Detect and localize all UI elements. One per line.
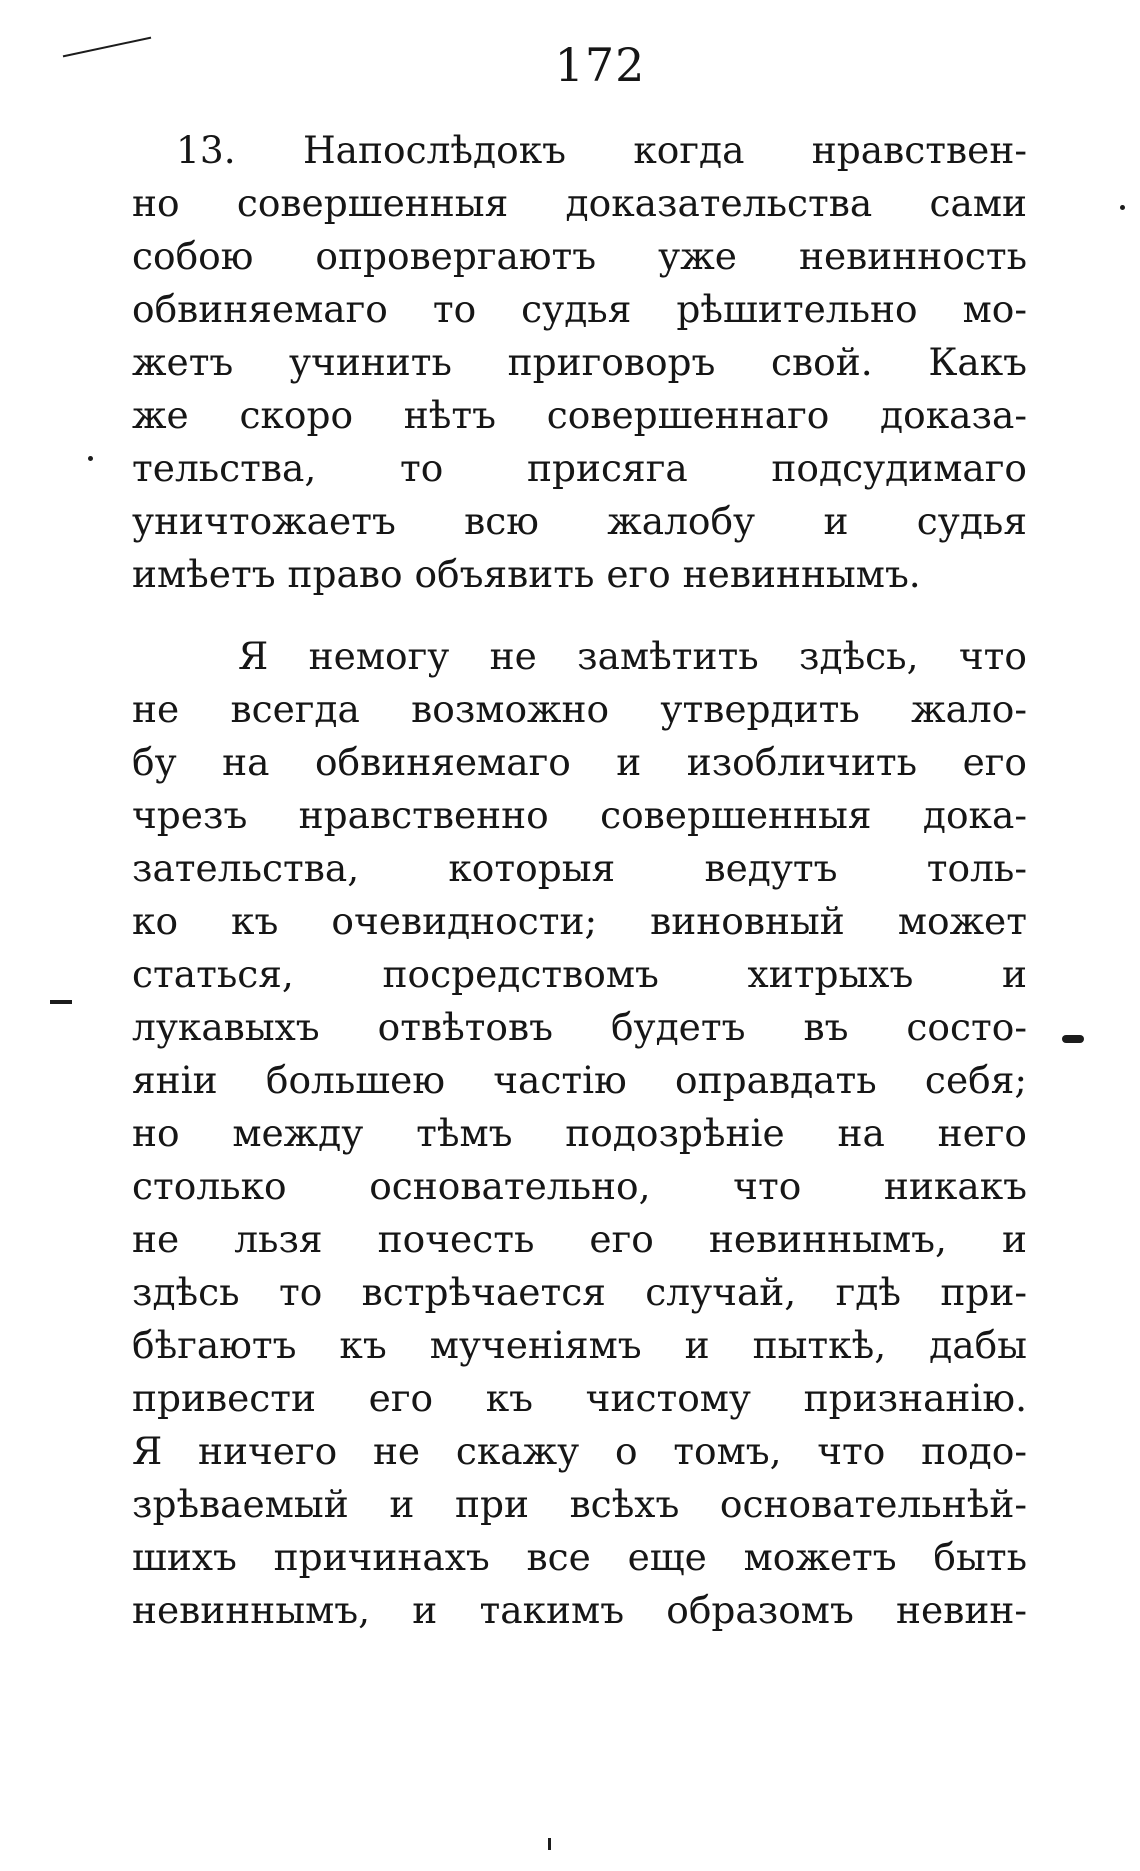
text-line: уничтожаетъ всю жалобу и судья <box>132 499 1027 543</box>
text-line: бѣгаютъ къ мученіямъ и пыткѣ, дабы <box>132 1323 1027 1367</box>
text-line: лукавыхъ отвѣтовъ будетъ въ состо- <box>132 1005 1027 1049</box>
text-line: но совершенныя доказательства сами <box>132 181 1027 225</box>
text-line: зательства, которыя ведутъ толь- <box>132 846 1027 890</box>
text-line: яніи большею частію оправдать себя; <box>132 1058 1027 1102</box>
text-line: имѣетъ право объявить его невиннымъ. <box>132 552 921 596</box>
text-line: чрезъ нравственно совершенныя дока- <box>132 793 1027 837</box>
text-line: же скоро нѣтъ совершеннаго доказа- <box>132 393 1027 437</box>
paragraph-main <box>132 630 1027 1637</box>
text-line: бу на обвиняемаго и изобличить его <box>132 740 1027 784</box>
scan-dot-left <box>88 456 93 461</box>
text-line: ко къ очевидности; виновный может <box>132 899 1027 943</box>
text-line: собою опровергаютъ уже невинность <box>132 234 1027 278</box>
text-line: тельства, то присяга подсудимаго <box>132 446 1027 490</box>
text-line: столько основательно, что никакъ <box>132 1164 1027 1208</box>
scan-smudge-right <box>1062 1035 1084 1043</box>
text-line: Я ничего не скажу о томъ, что подо- <box>132 1429 1027 1473</box>
text-line: жетъ учинить приговоръ свой. Какъ <box>132 340 1027 384</box>
text-line: здѣсь то встрѣчается случай, гдѣ при- <box>132 1270 1027 1314</box>
text-line: Я немогу не замѣтить здѣсь, что <box>238 634 1027 678</box>
page-number: 172 <box>554 38 646 92</box>
text-line: не всегда возможно утвердить жало- <box>132 687 1027 731</box>
paragraph-13 <box>132 124 1027 601</box>
text-line: не льзя почесть его невиннымъ, и <box>132 1217 1027 1261</box>
text-line: привести его къ чистому признанію. <box>132 1376 1027 1420</box>
scan-dot-right <box>1120 205 1125 210</box>
text-line: но между тѣмъ подозрѣніе на него <box>132 1111 1027 1155</box>
text-line: невиннымъ, и такимъ образомъ невин- <box>132 1588 1027 1632</box>
text-line: 13. Напослѣдокъ когда нравствен- <box>176 128 1027 172</box>
scan-smudge-left <box>50 1000 72 1004</box>
text-line: зрѣваемый и при всѣхъ основательнѣй- <box>132 1482 1027 1526</box>
text-line: обвиняемаго то судья рѣшительно мо- <box>132 287 1027 331</box>
scan-dot-bottom <box>548 1838 551 1850</box>
text-line: статься, посредствомъ хитрыхъ и <box>132 952 1027 996</box>
text-line: шихъ причинахъ все еще можетъ быть <box>132 1535 1027 1579</box>
